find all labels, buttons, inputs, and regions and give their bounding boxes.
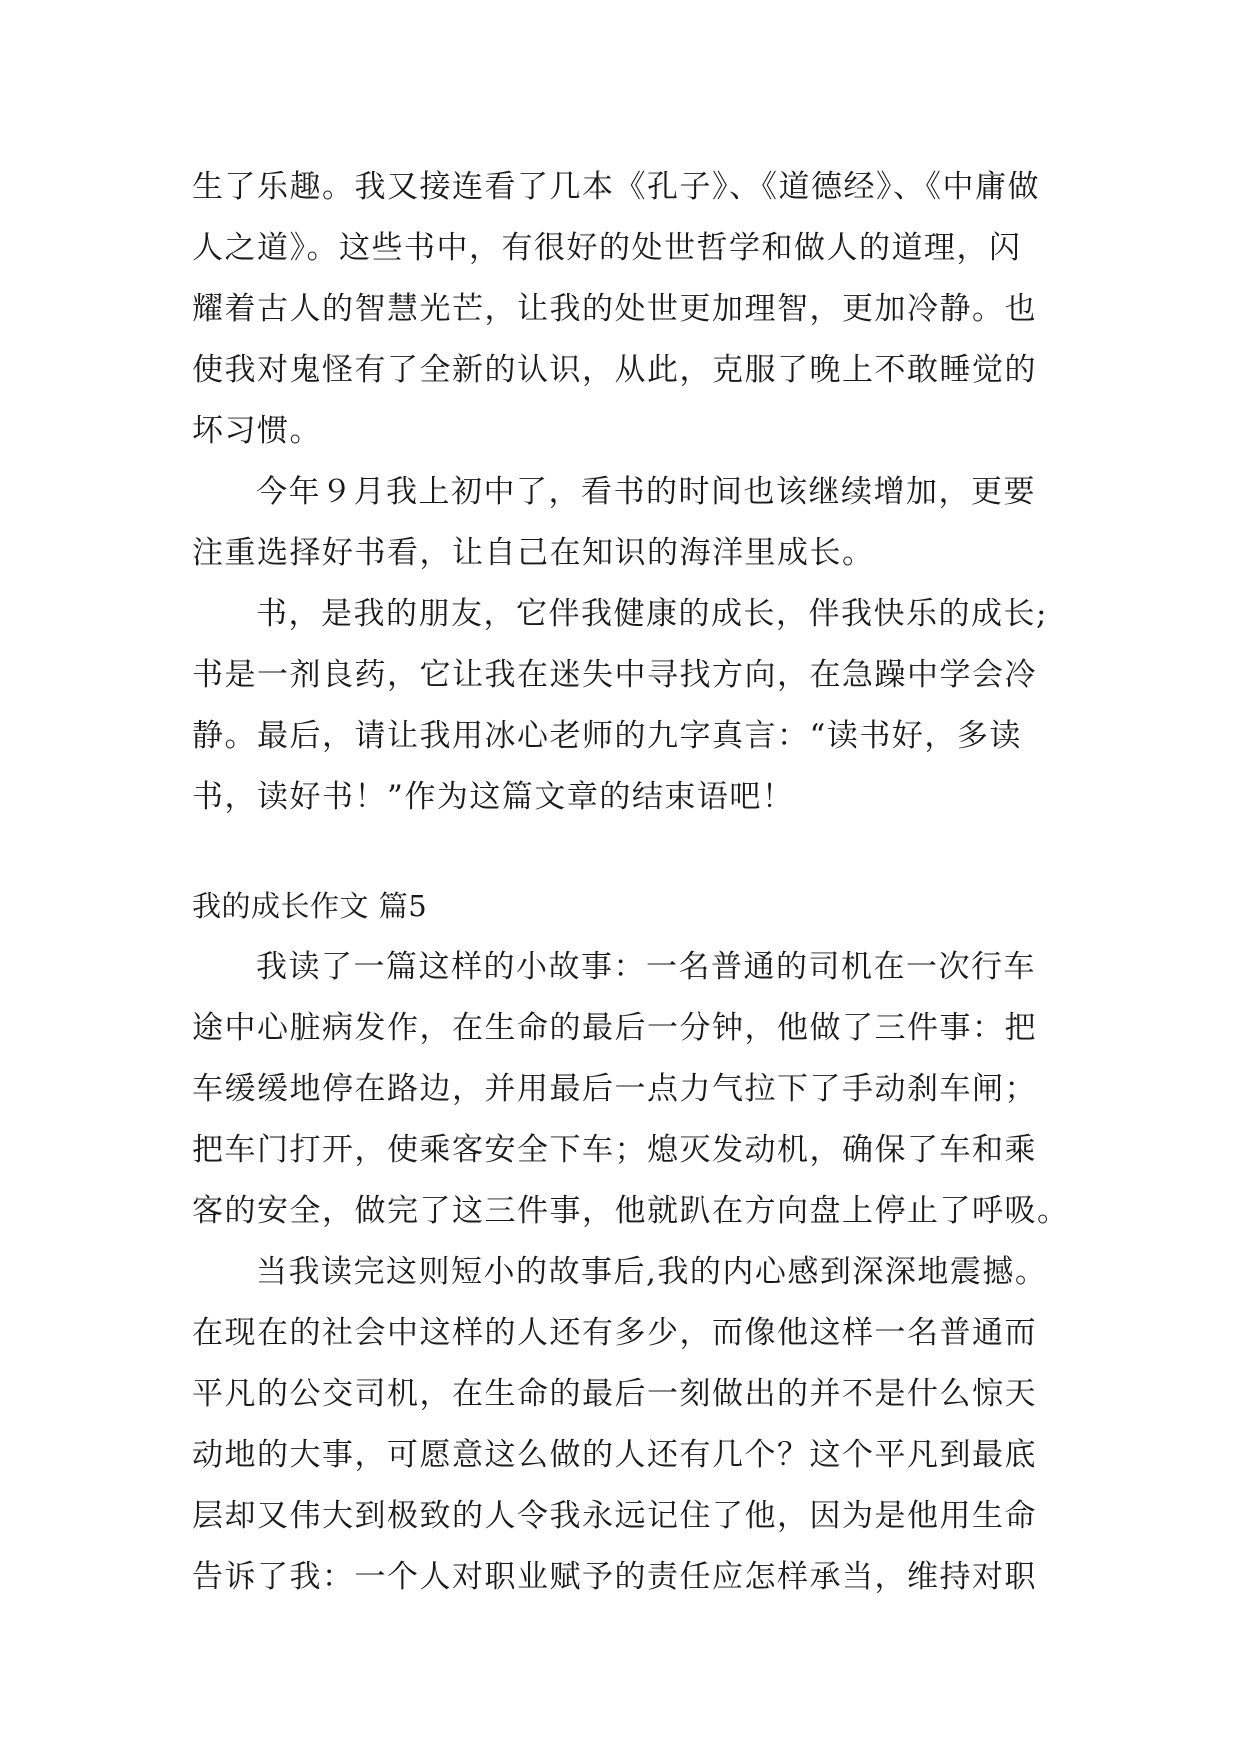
text-line: 坏习惯。 [192,413,322,449]
text-line: 客的安全，做完了这三件事，他就趴在方向盘上停止了呼吸。 [192,1193,1070,1229]
paragraph [192,584,1062,828]
text-line: 在现在的社会中这样的人还有多少，而像他这样一名普通而 [192,1315,1037,1351]
text-line: 今年９月我上初中了，看书的时间也该继续增加，更要 [256,474,1036,510]
paragraph-continuation [192,157,1062,462]
text-line: 告诉了我：一个人对职业赋予的责任应怎样承当，维持对职 [192,1559,1037,1595]
document-body [192,157,1070,1608]
paragraph [192,462,1062,584]
section-title: 我的成长作文 篇5 [192,889,428,923]
text-line: 书，读好书！”作为这篇文章的结束语吧！ [192,779,795,815]
text-line: 把车门打开，使乘客安全下车；熄灭发动机，确保了车和乘 [192,1132,1037,1168]
text-line: 书，是我的朋友，它伴我健康的成长，伴我快乐的成长; [256,596,1048,632]
text-line: 人之道》。这些书中，有很好的处世哲学和做人的道理，闪 [192,230,1022,266]
text-line: 动地的大事，可愿意这么做的人还有几个？这个平凡到最底 [192,1437,1037,1473]
text-line: 当我读完这则短小的故事后,我的内心感到深深地震撼。 [256,1254,1048,1290]
text-line: 注重选择好书看，让自己在知识的海洋里成长。 [192,535,875,571]
text-line: 生了乐趣。我又接连看了几本《孔子》、《道德经》、《中庸做 [192,169,1040,205]
text-line: 层却又伟大到极致的人令我永远记住了他，因为是他用生命 [192,1498,1037,1534]
text-line: 使我对鬼怪有了全新的认识，从此，克服了晚上不敢睡觉的 [192,352,1037,388]
paragraph [192,937,1070,1242]
text-line: 我读了一篇这样的小故事：一名普通的司机在一次行车 [256,949,1036,985]
text-line: 平凡的公交司机，在生命的最后一刻做出的并不是什么惊天 [192,1376,1037,1412]
text-line: 耀着古人的智慧光芒，让我的处世更加理智，更加冷静。也 [192,291,1037,327]
text-line: 书是一剂良药，它让我在迷失中寻找方向，在急躁中学会冷 [192,657,1037,693]
section-spacer [192,828,1062,876]
paragraph [192,1242,1062,1608]
text-line: 静。最后，请让我用冰心老师的九字真言：“读书好，多读 [192,718,1022,754]
text-line: 途中心脏病发作，在生命的最后一分钟，他做了三件事：把 [192,1010,1037,1046]
text-line: 车缓缓地停在路边，并用最后一点力气拉下了手动刹车闸； [192,1071,1037,1107]
